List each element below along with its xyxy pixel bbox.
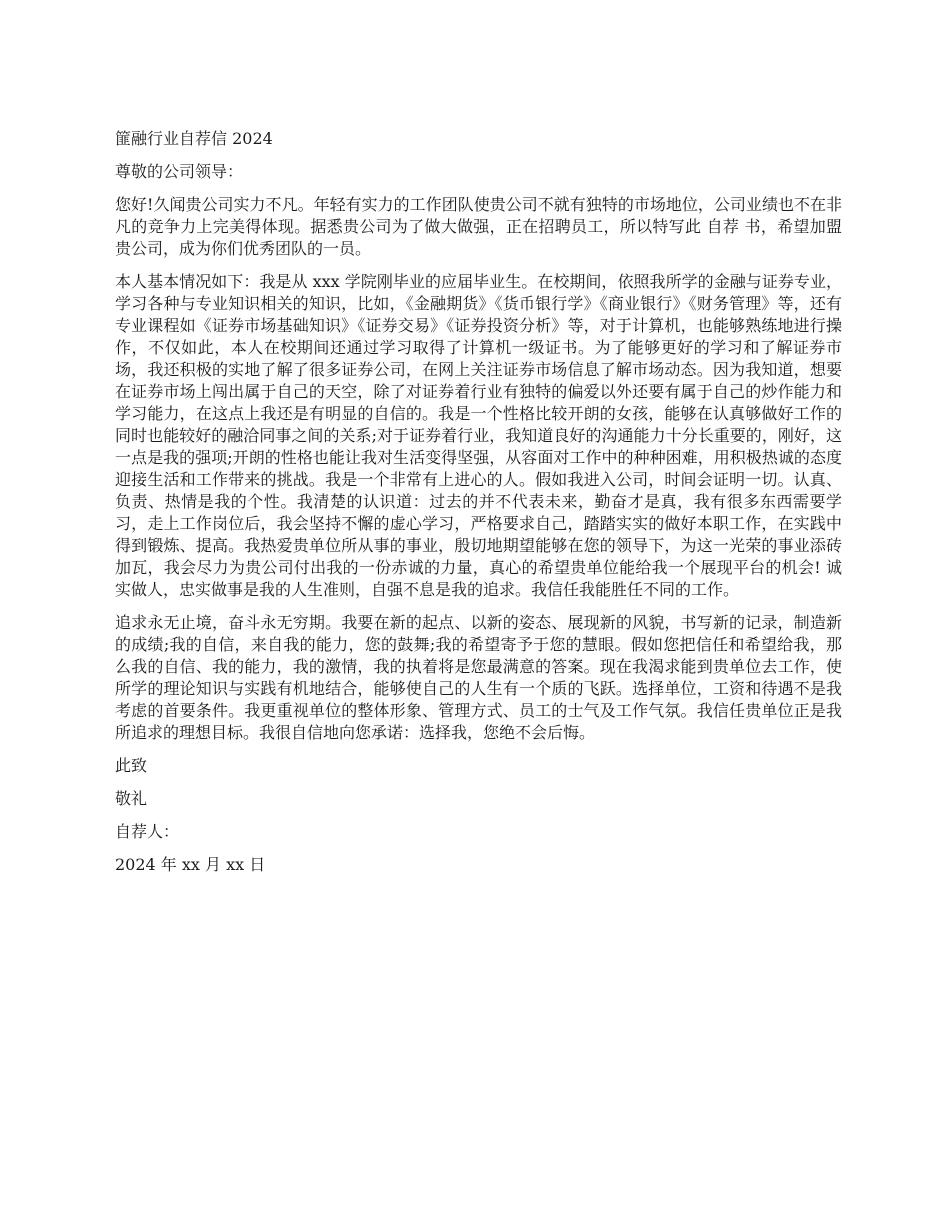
paragraph-intro: 您好!久闻贵公司实力不凡。年轻有实力的工作团队使贵公司不就有独特的市场地位，公司业绩也不在非凡的竞争力上完美得体现。据悉贵公司为了做大做强，正在招聘员工，所以特写此 自荐 书，希望加盟贵公司，成为你们优秀团队的一员。 <box>115 195 842 258</box>
paragraph-background: 本人基本情况如下：我是从 xxx 学院刚毕业的应届毕业生。在校期间，依照我所学的金融与证券专业，学习各种与专业知识相关的知识，比如，《金融期货》《货币银行学》《商业银行》《财务管理》等，还有专业课程如《证券市场基础知识》《证券交易》《证券投资分析》等，对于计算机，也能够熟练地进行操作，不仅如此，本人在校期间还通过学习取得了计算机一级证书。为了能够更好的学习和了解证券市场，我还积极的实地了解了很多证券公司，在网上关注证券市场信息了解市场动态。因为我知道，想要在证券市场上闯出属于自己的天空，除了对证券着行业有独特的偏爱以外还要有属于自己的炒作能力和学习能力，在这点上我还是有明显的自信的。我是一个性格比较开朗的女孩，能够在认真够做好工作的同时也能较好的融洽同事之间的关系;对于证券着行业，我知道良好的沟通能力十分长重要的，刚好，这一点是我的强项;开朗的性格也能让我对生活变得坚强，从容面对工作中的种种困难，用积极热诚的态度迎接生活和工作带来的挑战。我是一个非常有上进心的人。假如我进入公司，时间会证明一切。认真、负责、热情是我的个性。我清楚的认识道：过去的并不代表未来，勤奋才是真，我有很多东西需要学习，走上工作岗位后，我会坚持不懈的虚心学习，严格要求自己，踏踏实实的做好本职工作，在实践中得到锻炼、提高。我热爱贵单位所从事的事业，殷切地期望能够在您的领导下，为这一光荣的事业添砖加瓦，我会尽力为贵公司付出我的一份赤诚的力量，真心的希望贵单位能给我一个展现平台的机会! 诚实做人，忠实做事是我的人生准则，自强不息是我的追求。我信任我能胜任不同的工作。 <box>115 272 842 599</box>
date-line: 2024 年 xx 月 xx 日 <box>115 855 266 874</box>
signature-line: 自荐人： <box>115 822 180 841</box>
closing-cizhi: 此致 <box>115 756 148 775</box>
document-title: 篚融行业自荐信 2024 <box>115 129 273 148</box>
paragraph-aspiration: 追求永无止境，奋斗永无穷期。我要在新的起点、以新的姿态、展现新的风貌，书写新的记录，制造新的成绩;我的自信，来自我的能力，您的鼓舞;我的希望寄予于您的慧眼。假如您把信任和希望给我，那么我的自信、我的能力，我的激情，我的执着将是您最满意的答案。现在我渴求能到贵单位去工作，使所学的理论知识与实践有机地结合，能够使自己的人生有一个质的飞跃。选择单位，工资和待遇不是我考虑的首要条件。我更重视单位的整体形象、管理方式、员工的士气及工作气氛。我信任贵单位正是我所追求的理想目标。我很自信地向您承诺：选择我，您绝不会后悔。 <box>115 613 842 742</box>
greeting: 尊敬的公司领导： <box>115 162 244 181</box>
closing-jingli: 敬礼 <box>115 789 148 808</box>
letter-page <box>115 128 842 887</box>
